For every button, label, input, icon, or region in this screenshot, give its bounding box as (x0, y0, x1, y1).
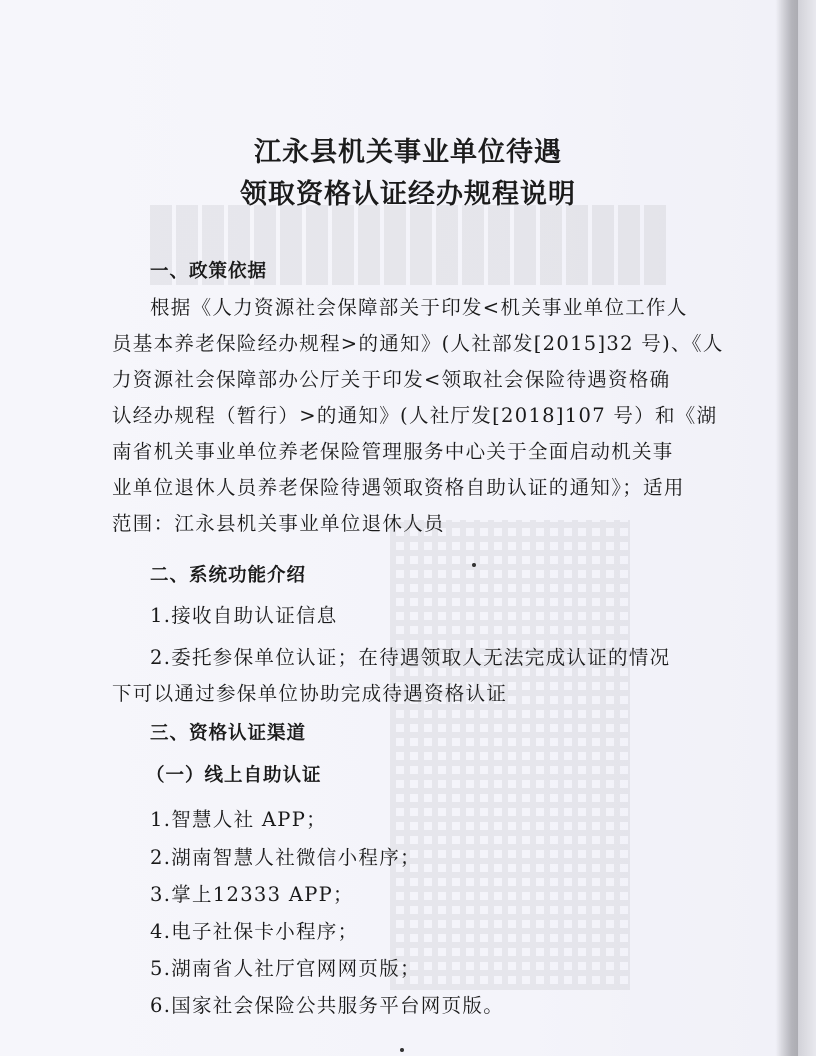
ink-speck (472, 563, 476, 567)
list-item: 2.湖南智慧人社微信小程序； (150, 846, 421, 869)
list-item: 5.湖南省人社厅官网网页版； (150, 957, 421, 980)
list-item-continuation: 下可以通过参保单位协助完成待遇资格认证 (112, 682, 508, 705)
paragraph-line: 员基本养老保险经办规程>的通知》(人社部发[2015]32 号)、《人 (112, 332, 724, 355)
document-title-line-1: 江永县机关事业单位待遇 (254, 137, 562, 168)
list-item: 6.国家社会保险公共服务平台网页版。 (150, 994, 505, 1017)
document-title-line-2: 领取资格认证经办规程说明 (240, 179, 576, 210)
section-3-subheading: （一）线上自助认证 (146, 765, 322, 786)
list-item: 1.智慧人社 APP； (150, 808, 327, 831)
list-item: 2.委托参保单位认证；在待遇领取人无法完成认证的情况 (150, 646, 671, 669)
ink-speck (400, 1048, 404, 1052)
list-item: 4.电子社保卡小程序； (150, 920, 359, 943)
list-item: 3.掌上12333 APP； (150, 883, 354, 906)
paragraph-line: 根据《人力资源社会保障部关于印发<机关事业单位工作人 (150, 296, 688, 319)
paragraph-line: 南省机关事业单位养老保险管理服务中心关于全面启动机关事 (112, 440, 674, 463)
paragraph-line: 范围：江永县机关事业单位退休人员 (112, 512, 445, 535)
section-3-heading: 三、资格认证渠道 (150, 723, 307, 744)
paragraph-line: 业单位退休人员养老保险待遇领取资格自助认证的通知》；适用 (112, 476, 685, 499)
paragraph-line: 力资源社会保障部办公厅关于印发<领取社会保险待遇资格确 (112, 368, 671, 391)
section-1-heading: 一、政策依据 (150, 261, 268, 282)
paragraph-line: 认经办规程（暂行）>的通知》(人社厅发[2018]107 号）和《湖 (112, 404, 718, 427)
list-item: 1.接收自助认证信息 (150, 604, 338, 627)
section-2-heading: 二、系统功能介绍 (150, 565, 307, 586)
